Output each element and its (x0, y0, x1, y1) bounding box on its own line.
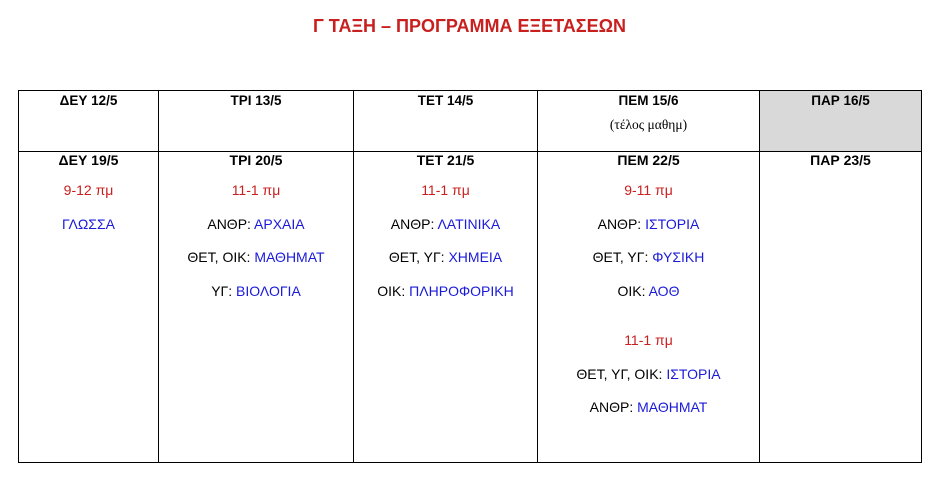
exam-time: 11-1 πμ (624, 332, 673, 348)
exam-time: 9-12 πμ (63, 182, 114, 198)
exam-line (354, 208, 537, 242)
exam-subject: ΓΛΩΣΣΑ (62, 215, 115, 232)
exam-line (354, 275, 537, 309)
day-header: ΤΡΙ 20/5 (229, 152, 283, 168)
exam-line (538, 275, 759, 309)
exam-line (159, 241, 353, 275)
stream-label: ΑΝΘΡ: (207, 215, 255, 232)
exam-subject: ΙΣΤΟΡΙΑ (666, 365, 721, 382)
cell-thu-15 (538, 91, 760, 152)
exam-line (538, 358, 759, 392)
stream-label: ΘΕΤ, ΟΙΚ: (187, 249, 255, 265)
exam-schedule-table (18, 90, 922, 463)
cell-tue-20 (159, 152, 354, 463)
exam-line (159, 208, 353, 242)
exam-time: 11-1 πμ (231, 182, 281, 198)
exam-time: 11-1 πμ (421, 182, 470, 198)
exam-subject: ΒΙΟΛΟΓΙΑ (236, 282, 301, 299)
cell-tue-13 (159, 91, 354, 152)
cell-wed-21 (354, 152, 538, 463)
day-header: ΠΑΡ 23/5 (810, 152, 871, 168)
stream-label: ΘΕΤ, ΥΓ: (592, 249, 653, 265)
page-title: Γ ΤΑΞΗ – ΠΡΟΓΡΑΜΜΑ ΕΞΕΤΑΣΕΩΝ (312, 16, 627, 36)
day-header: ΔΕΥ 19/5 (58, 152, 119, 168)
exam-subject: ΜΑΘΗΜΑΤ (637, 399, 708, 415)
exam-subject: ΑΡΧΑΙΑ (254, 215, 305, 232)
cell-fri-16 (760, 91, 922, 152)
stream-label: ΑΝΘΡ: (589, 399, 638, 415)
stream-label: ΘΕΤ, ΥΓ, ΟΙΚ: (576, 365, 667, 382)
day-header: ΠΕΜ 15/6 (618, 93, 679, 108)
exam-line (538, 208, 759, 242)
exam-line (19, 208, 158, 242)
exam-line (538, 241, 759, 275)
day-header: ΤΕΤ 21/5 (416, 152, 475, 168)
exam-subject: ΑΟΘ (648, 282, 680, 299)
exam-subject: ΜΑΘΗΜΑΤ (254, 249, 325, 265)
exam-subject: ΠΛΗΡΟΦΟΡΙΚΗ (409, 282, 514, 299)
exam-subject: ΧΗΜΕΙΑ (448, 249, 503, 265)
exam-subject: ΙΣΤΟΡΙΑ (645, 215, 700, 232)
end-of-classes-note: (τέλος μαθημ) (609, 117, 688, 132)
day-header: ΔΕΥ 12/5 (59, 93, 118, 108)
stream-label: ΑΝΘΡ: (390, 215, 438, 232)
exam-subject: ΛΑΤΙΝΙΚΑ (437, 215, 501, 232)
stream-label: ΟΙΚ: (617, 282, 649, 299)
exam-line (538, 391, 759, 425)
cell-wed-14 (354, 91, 538, 152)
exam-line (354, 241, 537, 275)
cell-fri-23 (760, 152, 922, 463)
cell-mon-12 (19, 91, 159, 152)
exam-time: 9-11 πμ (624, 182, 673, 198)
stream-label: ΥΓ: (211, 282, 237, 299)
stream-label: ΟΙΚ: (377, 282, 410, 299)
stream-label: ΑΝΘΡ: (597, 215, 646, 232)
day-header: ΠΑΡ 16/5 (811, 93, 870, 108)
cell-mon-19 (19, 152, 159, 463)
exam-subject: ΦΥΣΙΚΗ (652, 249, 705, 265)
day-header: ΤΡΙ 13/5 (230, 93, 282, 108)
day-header: ΤΕΤ 14/5 (417, 93, 474, 108)
exam-line (159, 275, 353, 309)
stream-label: ΘΕΤ, ΥΓ: (388, 249, 449, 265)
day-header: ΠΕΜ 22/5 (617, 152, 680, 168)
week2-row (19, 152, 922, 463)
week1-row (19, 91, 922, 152)
spacer (538, 308, 759, 324)
cell-thu-22 (538, 152, 760, 463)
